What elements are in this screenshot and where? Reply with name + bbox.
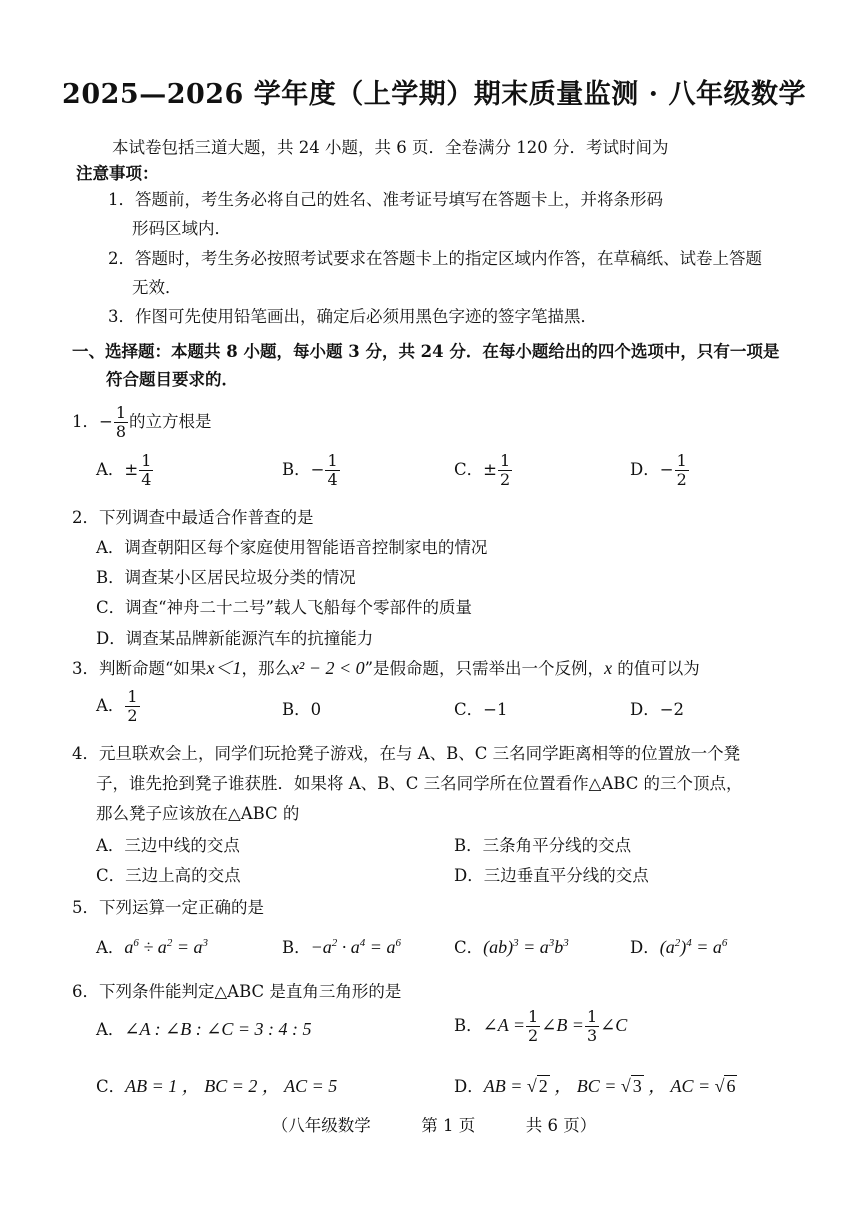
notice-item-1-cont: 形码区域内． <box>132 219 231 238</box>
intro-text: 本试卷包括三道大题，共 24 小题，共 6 页．全卷满分 120 分．考试时间为 <box>112 138 669 157</box>
q3-option-b: B．0 <box>282 700 322 719</box>
notice-heading: 注意事项： <box>76 164 159 183</box>
q4-option-d: D．三边垂直平分线的交点 <box>454 866 649 885</box>
question-4-cont-2: 那么凳子应该放在△ABC 的 <box>96 804 300 823</box>
question-6: 6．下列条件能判定△ABC 是直角三角形的是 <box>72 982 402 1001</box>
q2-option-b: B．调查某小区居民垃圾分类的情况 <box>96 568 356 587</box>
q4-option-c: C．三边上高的交点 <box>96 866 241 885</box>
q5-option-b: B．$-a^2 \cdot a^4 = a^6$ <box>282 937 401 957</box>
q4-option-b: B．三条角平分线的交点 <box>454 836 632 855</box>
q1-option-b: B．− $\frac{1}{4}$ <box>282 451 338 489</box>
question-2: 2．下列调查中最适合作普查的是 <box>72 508 314 527</box>
q1-option-a: A．± $\frac{1}{4}$ <box>96 451 152 489</box>
q3-option-d: D．−2 <box>630 700 685 719</box>
q2-option-d: D．调查某品牌新能源汽车的抗撞能力 <box>96 629 374 648</box>
section-1-heading: 一、选择题：本题共 8 小题，每小题 3 分，共 24 分．在每小题给出的四个选项中，只有一项是 <box>72 342 780 361</box>
footer-page: 第 1 页 <box>421 1116 476 1135</box>
page-title: 2025—2026 学年度（上学期）期末质量监测 · 八年级数学 <box>62 79 806 110</box>
q1-option-d: D．− $\frac{1}{2}$ <box>630 451 687 489</box>
notice-item-3: 3．作图可先使用铅笔画出，确定后必须用黑色字迹的签字笔描黑． <box>108 307 597 326</box>
q5-option-d: D．$(a^2)^4 = a^6$ <box>630 937 728 957</box>
notice-item-2-cont: 无效． <box>132 278 182 297</box>
question-4: 4．元旦联欢会上，同学们玩抢凳子游戏，在与 A、B、C 三名同学距离相等的位置放一个凳 <box>72 744 741 763</box>
q6-option-a: A．∠A : ∠B : ∠C = 3 : 4 : 5 <box>96 1019 312 1039</box>
q1-option-c: C．± $\frac{1}{2}$ <box>454 451 511 489</box>
question-3: 3．判断命题“如果x＜1，那么x² − 2 < 0”是假命题，只需举出一个反例，x 的值可以为 <box>72 658 700 678</box>
q2-option-c: C．调查“神舟二十二号”载人飞船每个零部件的质量 <box>96 598 472 617</box>
notice-item-1: 1．答题前，考生务必将自己的姓名、准考证号填写在答题卡上，并将条形码 <box>108 190 663 209</box>
question-1: 1．− $\frac{1}{8}$ 的立方根是 <box>72 403 212 441</box>
footer-subject: （八年级数学 <box>271 1116 371 1135</box>
q6-option-c: C．AB = 1 ， BC = 2 ， AC = 5 <box>96 1076 338 1096</box>
footer-total: 共 6 页） <box>525 1116 597 1135</box>
q6-option-d: D．AB = √ 2 ， BC = √ 3 ， AC = √ 6 <box>454 1076 736 1096</box>
q3-option-c: C．−1 <box>454 700 508 719</box>
fraction: $\frac{1}{8}$ <box>115 403 127 441</box>
section-1-heading-cont: 符合题目要求的． <box>106 370 238 389</box>
notice-item-2: 2．答题时，考生务必按照考试要求在答题卡上的指定区域内作答，在草稿纸、试卷上答题 <box>108 249 762 268</box>
q3-option-a: A． $\frac{1}{2}$ <box>96 687 138 725</box>
question-4-cont-1: 子，谁先抢到凳子谁获胜．如果将 A、B、C 三名同学所在位置看作△ABC 的三个顶点， <box>96 774 743 793</box>
page-footer <box>0 1112 868 1136</box>
q5-option-c: C．$(ab)^3 = a^3b^3$ <box>454 937 569 957</box>
q4-option-a: A．三边中线的交点 <box>96 836 240 855</box>
question-5: 5．下列运算一定正确的是 <box>72 898 264 917</box>
q5-option-a: A．$a^6 \div a^2 = a^3$ <box>96 937 208 957</box>
q2-option-a: A．调查朝阳区每个家庭使用智能语音控制家电的情况 <box>96 538 488 557</box>
q6-option-b: B．∠A = $\frac{1}{2}$ ∠B = $\frac{1}{3}$ ∠C <box>454 1007 628 1045</box>
